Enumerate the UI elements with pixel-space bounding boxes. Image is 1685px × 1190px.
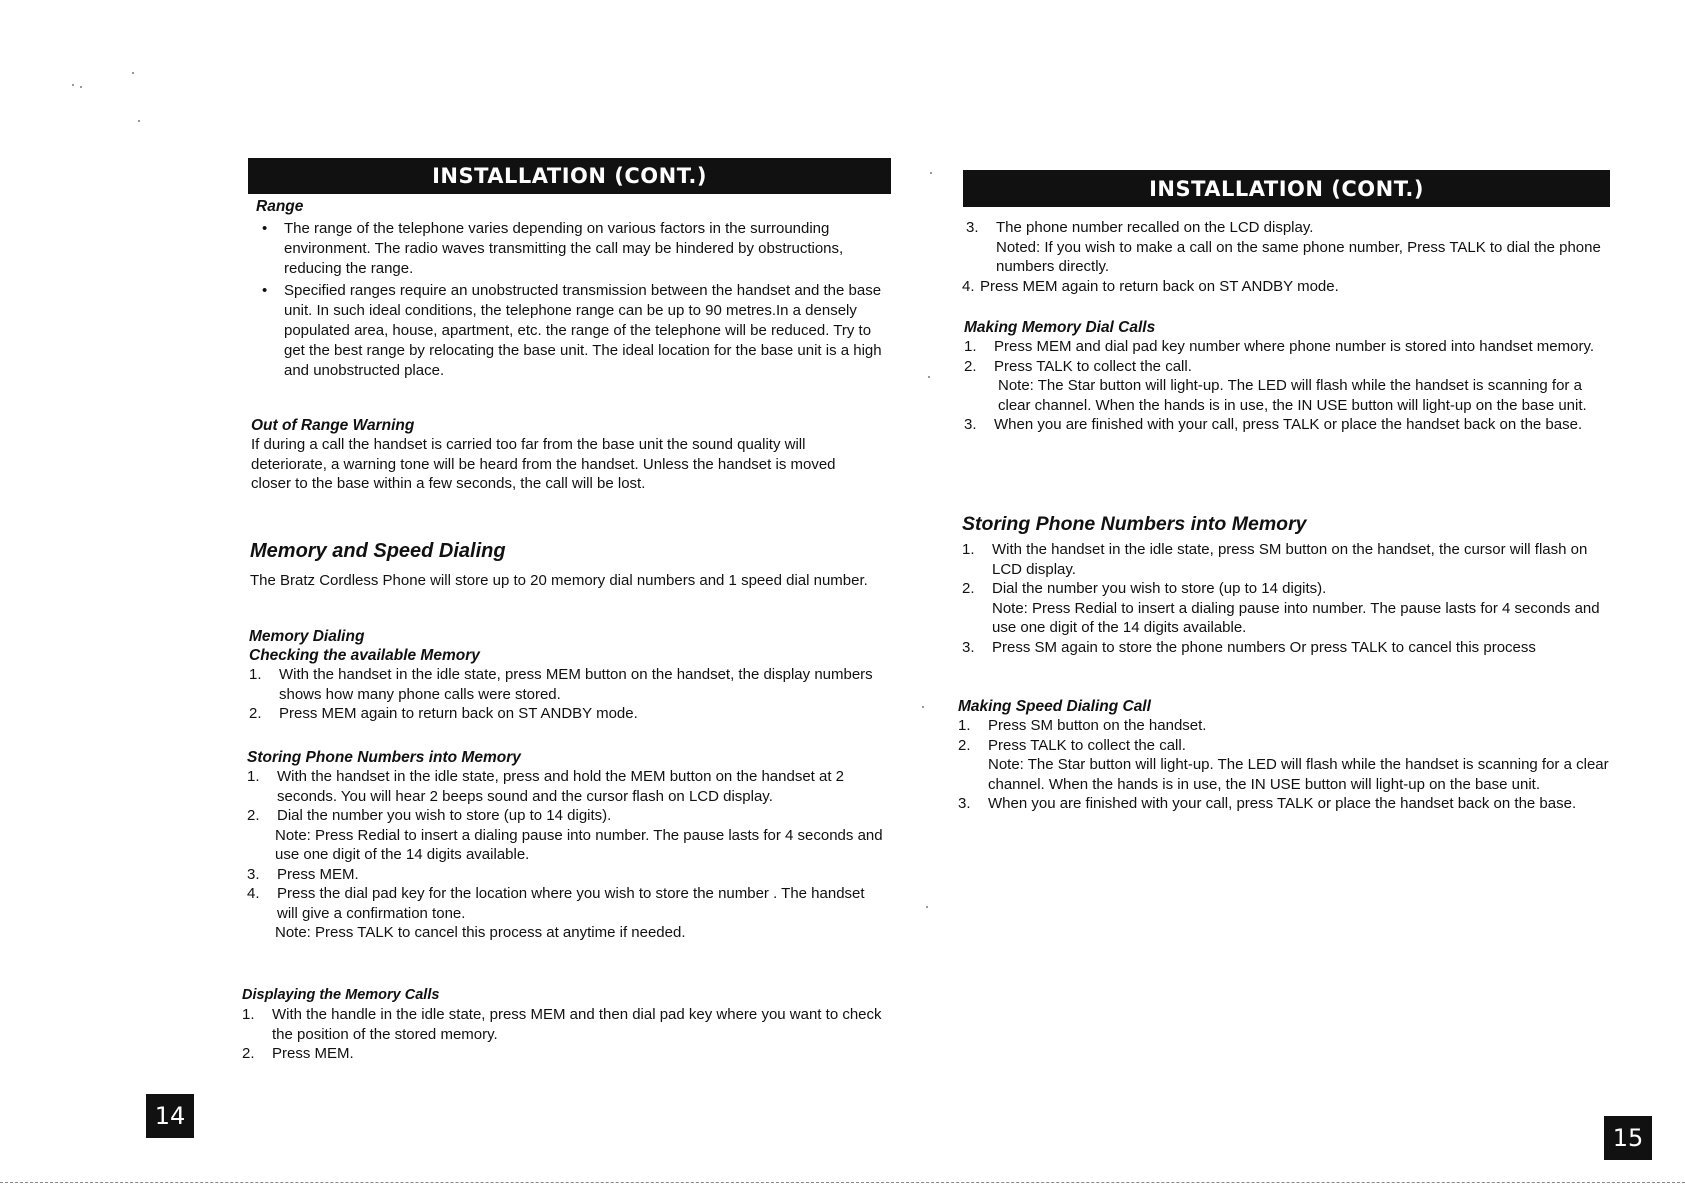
left-header-title: INSTALLATION (CONT.)	[432, 164, 707, 188]
speed-call-heading: Making Speed Dialing Call	[958, 698, 1151, 715]
displaying-heading: Displaying the Memory Calls	[242, 987, 440, 1003]
making-memory-steps-b	[964, 415, 1614, 435]
scan-speck	[930, 172, 932, 174]
list-item: 3. Press SM again to store the phone numbers Or press TALK to cancel this process	[962, 638, 1536, 656]
page-number-left: 14	[146, 1094, 194, 1138]
list-item: 2. Press TALK to collect the call.	[958, 736, 1186, 754]
range-bullet: • Specified ranges require an unobstructed transmission between the handset and the base unit. In such ideal conditions, the telephone range can be up to 90 metres.In a densely populated area, house, apartment, etc. the range of the telephone will be reduced. Try to get the best range by relocating the base unit. The ideal location for the base unit is a high and unobstructed place.	[256, 281, 896, 381]
speed-call-steps-b	[958, 794, 1612, 814]
storing-section-left	[247, 748, 889, 943]
scan-speck	[80, 86, 82, 88]
left-page-header	[248, 158, 891, 194]
recall-steps-b	[962, 277, 1616, 297]
list-item: 4. Press MEM again to return back on ST ANDBY mode.	[962, 277, 1339, 295]
memory-dialing-heading: Memory Dialing	[249, 628, 365, 645]
range-heading: Range	[256, 198, 304, 215]
scan-speck	[132, 72, 134, 74]
memory-speed-text: The Bratz Cordless Phone will store up to 20 memory dial numbers and 1 speed dial number.	[250, 572, 868, 589]
list-item: 1. With the handset in the idle state, press SM button on the handset, the cursor will flash on LCD display.	[962, 541, 1588, 578]
list-item: 2. Dial the number you wish to store (up to 14 digits).	[962, 580, 1327, 597]
storing-steps-right-b	[962, 638, 1616, 658]
list-item: 1. With the handset in the idle state, press and hold the MEM button on the handset at 2 seconds. You will hear 2 beeps sound and the cursor flash on LCD display.	[247, 768, 845, 805]
speed-call-steps	[958, 716, 1612, 755]
checking-memory-heading: Checking the available Memory	[249, 647, 480, 664]
right-page-header	[963, 170, 1610, 207]
making-memory-heading: Making Memory Dial Calls	[964, 319, 1156, 336]
memory-speed-heading: Memory and Speed Dialing	[250, 540, 506, 562]
range-bullet-list	[256, 219, 896, 381]
list-item: 2. Press MEM.	[242, 1045, 354, 1062]
storing-note2-left: Note: Press TALK to cancel this process at anytime if needed.	[275, 924, 686, 941]
displaying-section	[242, 986, 882, 1064]
page-number-right: 15	[1604, 1116, 1652, 1160]
list-item: 1. With the handset in the idle state, press MEM button on the handset, the display numbers shows how many phone calls were stored.	[249, 666, 873, 703]
memory-speed-section	[250, 539, 890, 591]
list-item: 2. Press TALK to collect the call.	[964, 357, 1192, 375]
range-bullet: • The range of the telephone varies depending on various factors in the surrounding environment. The radio waves transmitting the call may be hindered by obstructions, reducing the range.	[256, 219, 896, 279]
list-item: 2. Press MEM again to return back on ST ANDBY mode.	[249, 705, 638, 722]
speed-call-note: Note: The Star button will light-up. The LED will flash while the handset is scanning for a clear channel. When the hands is in use, the IN USE button will light-up on the base unit.	[988, 756, 1609, 793]
range-section	[256, 197, 896, 381]
checking-memory-steps	[249, 665, 889, 724]
storing-section-right	[962, 512, 1616, 657]
out-of-range-section	[251, 416, 851, 494]
storing-note-left: Note: Press Redial to insert a dialing pause into number. The pause lasts for 4 seconds and use one digit of the 14 digits available.	[275, 826, 883, 863]
making-memory-note: Note: The Star button will light-up. The LED will flash while the handset is scanning for a clear channel. When the hands is in use, the IN USE button will light-up on the base unit.	[998, 377, 1587, 414]
recall-note: Noted: If you wish to make a call on the same phone number, Press TALK to dial the phone numbers directly.	[996, 238, 1601, 275]
list-item: 1. With the handle in the idle state, press MEM and then dial pad key where you want to check the position of the stored memory.	[242, 1006, 882, 1043]
making-memory-steps	[964, 337, 1614, 376]
storing-steps-left	[247, 767, 889, 826]
list-item: 3. When you are finished with your call, press TALK or place the handset back on the base.	[958, 795, 1577, 812]
list-item: 1. Press SM button on the handset.	[958, 717, 1207, 734]
scan-speck	[922, 706, 924, 708]
out-of-range-heading: Out of Range Warning	[251, 417, 415, 434]
storing-heading-left: Storing Phone Numbers into Memory	[247, 749, 521, 766]
storing-steps-left-b	[247, 865, 889, 924]
making-memory-section	[964, 318, 1614, 435]
scan-edge-line	[0, 1182, 1685, 1184]
memory-dialing-section	[249, 627, 889, 724]
list-item: 4. Press the dial pad key for the location where you wish to store the number . The handset will give a confirmation tone.	[247, 885, 865, 922]
storing-steps-right	[962, 540, 1616, 599]
scan-speck	[72, 84, 74, 86]
scan-speck	[928, 376, 930, 378]
storing-note-right: Note: Press Redial to insert a dialing pause into number. The pause lasts for 4 seconds and use one digit of the 14 digits available.	[992, 599, 1600, 636]
list-item: 1. Press MEM and dial pad key number where phone number is stored into handset memory.	[964, 338, 1595, 355]
storing-heading-right: Storing Phone Numbers into Memory	[962, 513, 1307, 535]
out-of-range-text: If during a call the handset is carried too far from the base unit the sound quality will deteriorate, a warning tone will be heard from the handset. Unless the handset is moved closer to the base within a few seconds, the call will be lost.	[251, 436, 836, 492]
recall-steps	[966, 218, 1616, 238]
displaying-steps	[242, 1005, 882, 1064]
list-item: 2. Dial the number you wish to store (up to 14 digits).	[247, 807, 612, 824]
recall-section	[962, 218, 1616, 296]
scan-speck	[926, 906, 928, 908]
speed-call-section	[958, 697, 1612, 814]
scan-speck	[138, 120, 140, 122]
right-header-title: INSTALLATION (CONT.)	[1149, 176, 1424, 201]
list-item: 3. The phone number recalled on the LCD display.	[966, 219, 1314, 236]
list-item: 3. Press MEM.	[247, 865, 359, 883]
list-item: 3. When you are finished with your call, press TALK or place the handset back on the base.	[964, 416, 1583, 433]
